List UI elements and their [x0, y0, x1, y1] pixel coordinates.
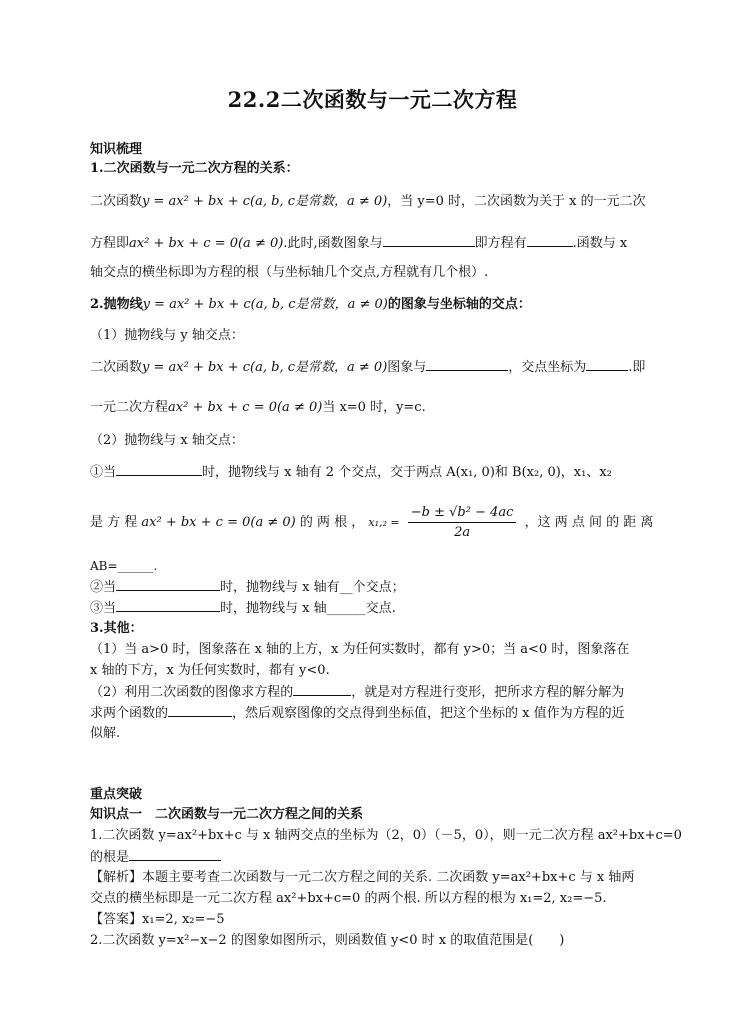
answer-text: 【答案】x₁=2, x₂=−5	[90, 912, 225, 927]
paragraph-line: （2）利用二次函数的图像求方程的 ，就是对方程进行变形，把所求方程的解分解为	[90, 685, 625, 700]
paragraph-line: ①当 时，抛物线与 x 轴有 2 个交点，交于两点 A(x₁, 0)和 B(x₂, 0)，x₁、x₂	[90, 465, 612, 480]
paragraph-line: 二次函数y = ax² + bx + c(a, b, c是常数，a ≠ 0)，当 y=0 时，二次函数为关于 x 的一元二次	[90, 194, 646, 209]
paragraph-line: （2）抛物线与 x 轴交点：	[90, 433, 244, 448]
paragraph-line: 求两个函数的 ，然后观察图像的交点得到坐标值，把这个坐标的 x 值作为方程的近	[90, 706, 625, 721]
paragraph-line: 似解.	[90, 726, 121, 741]
paragraph-line: 一元二次方程ax² + bx + c = 0(a ≠ 0)当 x=0 时，y=c.	[90, 400, 426, 415]
question-1: 1.二次函数 y=ax²+bx+c 与 x 轴两交点的坐标为（2，0）（－5，0），则一元二次方程 ax²+bx+c=0	[90, 828, 682, 843]
paragraph-line: 方程即ax² + bx + c = 0(a ≠ 0).此时,函数图象与 即方程有 .函数与 x	[90, 236, 628, 251]
question-2: 2.二次函数 y=x²−x−2 的图象如图所示，则函数值 y<0 时 x 的取值范围是( )	[90, 933, 565, 948]
subheading-3: 3.其他：	[90, 621, 143, 636]
root-formula: $\frac{\text{−b ± √b² − 4ac}}{2a}$	[408, 504, 517, 541]
analysis-text: 【解析】本题主要考查二次函数与一元二次方程之间的关系. 二次函数 y=ax²+bx+c 与 x 轴两	[90, 870, 635, 885]
paragraph-line: （1）抛物线与 y 轴交点：	[90, 328, 244, 343]
section-heading: 重点突破	[90, 787, 143, 802]
paragraph-line: 是 方 程 ax² + bx + c = 0(a ≠ 0) 的 两 根 ， x₁,₂ = $\frac{\text{−b ± √b² − 4ac}}{2a}$ ，这 两 点 间 的 距 离	[90, 505, 654, 540]
paragraph-line: AB=______.	[90, 559, 158, 573]
section-heading: 知识梳理	[90, 142, 143, 157]
question-1: 的根是	[90, 848, 660, 867]
paragraph-line: 二次函数y = ax² + bx + c(a, b, c是常数，a ≠ 0)图象与 ，交点坐标为 .即	[90, 360, 646, 375]
analysis-text: 交点的横坐标即是一元二次方程 ax²+bx+c=0 的两个根. 所以方程的根为 x₁=2, x₂=−5.	[90, 891, 607, 906]
paragraph-line: ③当 时，抛物线与 x 轴______交点.	[90, 601, 396, 616]
paragraph-line: （1）当 a>0 时，图象落在 x 轴的上方，x 为任何实数时，都有 y>0；当 a<0 时，图象落在	[90, 642, 630, 657]
paragraph-line: ②当 时，抛物线与 x 轴有__个交点；	[90, 580, 405, 595]
page-title: 22.2二次函数与一元二次方程	[227, 87, 518, 112]
knowledge-point-heading: 知识点一 二次函数与一元二次方程之间的关系	[90, 807, 364, 822]
subheading-2: 2.抛物线y = ax² + bx + c(a, b, c是常数，a ≠ 0)的图象与坐标轴的交点：	[90, 297, 531, 312]
paragraph-line: x 轴的下方，x 为任何实数时，都有 y<0.	[90, 663, 330, 678]
paragraph-line: 轴交点的横坐标即为方程的根（与坐标轴几个交点,方程就有几个根）.	[90, 265, 489, 280]
subheading-1: 1.二次函数与一元二次方程的关系：	[90, 161, 299, 176]
